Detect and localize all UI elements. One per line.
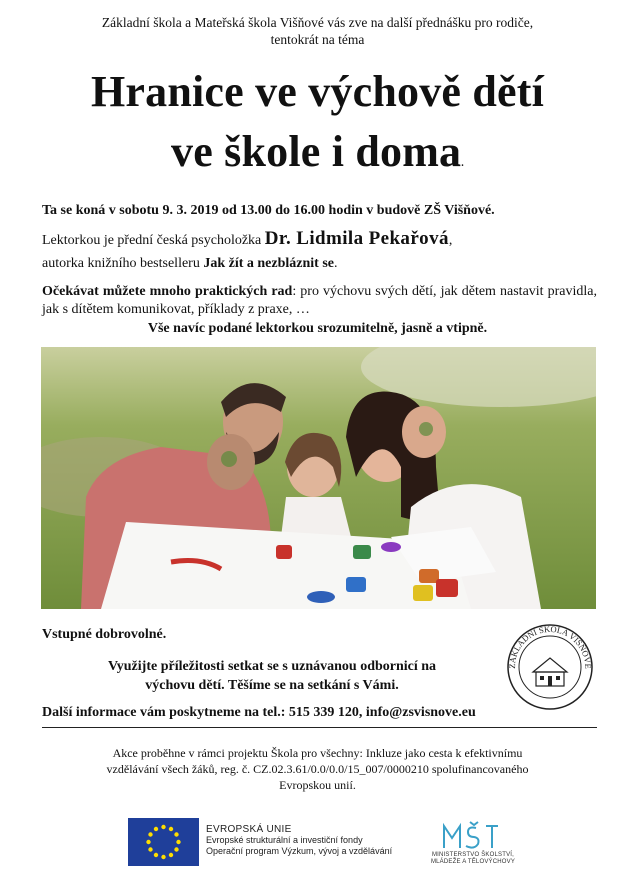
family-photo-illustration — [41, 347, 596, 609]
expect-rest: : pro výchovu svých dětí, jak dětem nastavit pravidla, jak s dítětem komunikovat, příklady z praxe, … — [42, 284, 597, 317]
footer-line-1: Akce proběhne v rámci projektu Škola pro všechny: Inkluze jako cesta k efektivnímu — [112, 746, 523, 760]
divider — [42, 727, 597, 728]
lecturer-prefix: Lektorkou je přední česká psycholožka — [42, 233, 262, 248]
title-line-1: Hranice ve výchově dětí — [90, 67, 545, 116]
project-footer — [60, 745, 575, 793]
eu-program: Operační program Výzkum, vývoj a vzdělávání — [206, 846, 393, 856]
seal-text: ZÁKLADNÍ ŠKOLA VIŠŇOVÉ — [506, 623, 594, 669]
event-date-line: Ta se koná v sobotu 9. 3. 2019 od 13.00 do 16.00 hodin v budově ZŠ Višňové. — [42, 203, 495, 218]
footer-line-2: vzdělávání všech žáků, reg. č. CZ.02.3.61/0.0/0.0/15_007/0000210 spolufinancovaného — [106, 762, 529, 776]
eu-fund: Evropské strukturální a investiční fondy — [206, 835, 363, 845]
lecturer-name: Dr. Lidmila Pekařová — [264, 228, 449, 249]
eu-name: EVROPSKÁ UNIE — [206, 824, 292, 835]
contact-info: Další informace vám poskytneme na tel.: 515 339 120, info@zsvisnove.eu — [42, 705, 476, 720]
eu-text-block — [206, 824, 392, 857]
book-title: Jak žít a nezbláznit se — [203, 256, 334, 271]
author-line — [42, 255, 597, 273]
msmt-logo-icon — [440, 820, 500, 852]
footer-line-3: Evropskou unií. — [279, 778, 356, 792]
lecturer-line — [42, 230, 597, 250]
intro-line-1: Základní škola a Mateřská škola Višňové vás zve na další přednášku pro rodiče, — [101, 15, 534, 30]
intro-line-2: tentokrát na téma — [270, 32, 365, 47]
msmt-line-2: MLÁDEŽE A TĚLOVÝCHOVY — [430, 859, 516, 865]
school-seal-logo — [505, 622, 595, 712]
author-suffix: . — [334, 256, 338, 271]
invite-line-2: výchovu dětí. Těšíme se na setkání s Vámi. — [145, 678, 399, 693]
expect-lead: Očekávat můžete mnoho praktických rad — [42, 284, 293, 299]
entry-note: Vstupné dobrovolné. — [42, 627, 167, 642]
eu-flag-icon — [128, 818, 199, 866]
invite-text — [42, 657, 502, 695]
msmt-line-1: MINISTERSTVO ŠKOLSTVÍ, — [431, 852, 515, 858]
msmt-text — [428, 852, 518, 866]
eu-stars-icon — [128, 818, 199, 866]
title-line-2-text: ve škole i doma — [171, 127, 462, 176]
family-photo — [41, 347, 596, 609]
invite-line-1: Využijte příležitosti setkat se s uznávanou odbornicí na — [107, 659, 437, 674]
school-seal-icon — [505, 622, 595, 712]
author-prefix: autorka knižního bestselleru — [42, 256, 200, 271]
intro-text — [0, 14, 635, 48]
tagline: Vše navíc podané lektorkou srozumitelně, jasně a vtipně. — [147, 321, 488, 336]
title-line-2 — [0, 126, 635, 190]
lecturer-suffix: , — [448, 233, 453, 248]
title-dot: . — [461, 158, 464, 169]
expect-paragraph — [42, 283, 597, 319]
msmt-mark-icon — [440, 820, 500, 852]
